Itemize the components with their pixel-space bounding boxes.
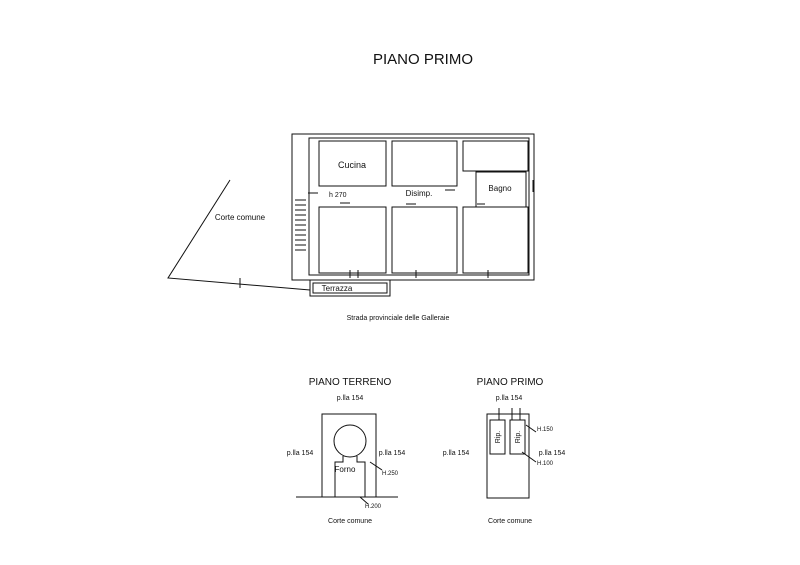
pp-h150-leader [526, 425, 536, 432]
corte-comune-boundary [168, 180, 310, 290]
pt-right-label: p.lla 154 [378, 450, 406, 457]
pt-bottom-label: Corte comune [328, 518, 372, 525]
label-height: h 270 [329, 192, 347, 199]
room-top-middle [392, 141, 457, 186]
pp-bottom-label: Corte comune [488, 518, 532, 525]
pp-rip-2-label: Rip. [515, 430, 522, 444]
piano-primo-small-drawing [487, 408, 536, 498]
room-bottom-left [319, 207, 386, 273]
label-terrazza: Terrazza [321, 284, 353, 293]
pt-oven-dome [334, 425, 366, 457]
room-top-right [463, 141, 528, 171]
pp-left-label: p.lla 154 [442, 450, 470, 457]
pt-top-label: p.lla 154 [336, 395, 364, 402]
pp-h100-label: H.100 [537, 461, 554, 467]
label-strada: Strada provinciale delle Galleraie [346, 315, 450, 322]
pp-right-label: p.lla 154 [538, 450, 566, 457]
pp-walls [487, 414, 529, 498]
room-bottom-middle [392, 207, 457, 273]
piano-terreno-drawing [296, 414, 398, 504]
label-bagno: Bagno [488, 184, 512, 193]
pt-walls [322, 414, 376, 497]
pt-h200-leader [360, 497, 368, 504]
pt-title: PIANO TERRENO [308, 377, 392, 388]
pt-oven-wall-left [335, 456, 343, 497]
pp-title: PIANO PRIMO [476, 377, 544, 388]
main-title: PIANO PRIMO [372, 51, 474, 68]
label-disimpegno: Disimp. [405, 189, 433, 198]
pt-forno-label: Forno [334, 465, 356, 474]
pp-top-label: p.lla 154 [495, 395, 523, 402]
stairs [295, 200, 306, 250]
pt-oven-wall-right [357, 456, 365, 497]
pt-h250-label: H.250 [382, 471, 399, 477]
pp-rip-1-label: Rip. [495, 430, 502, 444]
label-corte-comune: Corte comune [214, 213, 266, 222]
pt-left-label: p.lla 154 [286, 450, 314, 457]
label-cucina: Cucina [337, 160, 367, 170]
room-bottom-right [463, 207, 528, 273]
pp-h150-label: H.150 [537, 427, 554, 433]
pt-h200-label: H.200 [365, 504, 382, 510]
